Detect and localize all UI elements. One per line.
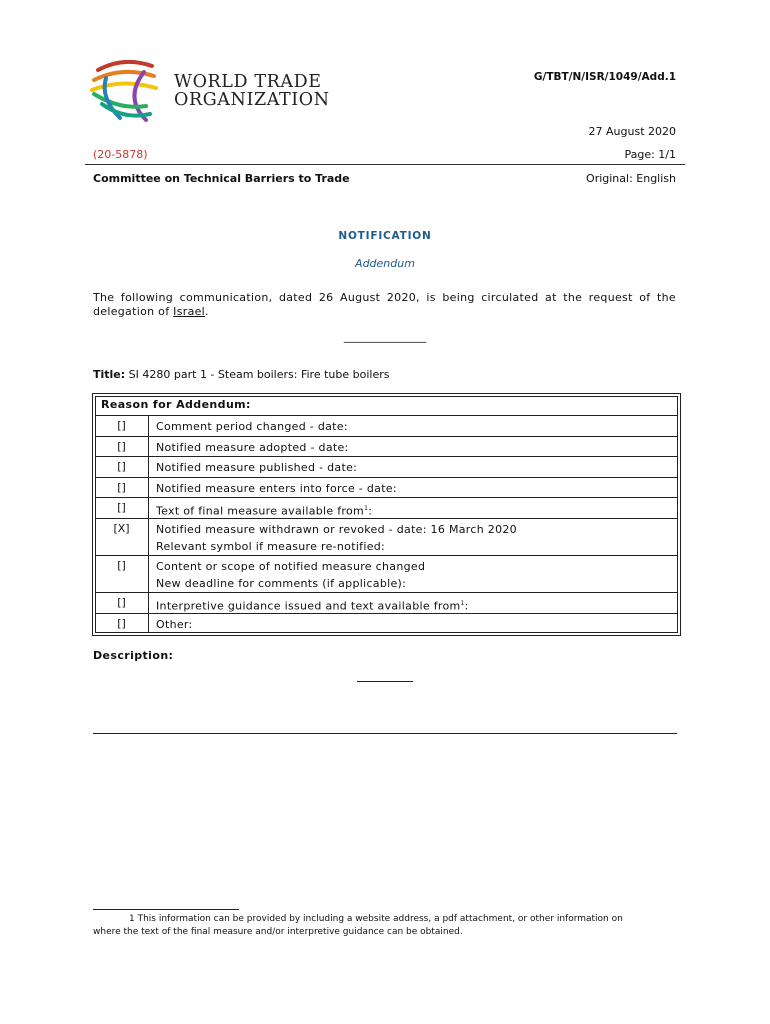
description-label: Description:: [93, 649, 174, 662]
footnote-rule: [93, 909, 239, 910]
table-column-divider: [148, 415, 149, 633]
document-end-rule: [93, 733, 677, 734]
reason-checkbox: []: [117, 481, 126, 494]
intro-text: The following communication, dated 26 August 2020, is being circulated at the request of the delegation of: [93, 291, 676, 318]
reason-checkbox: []: [117, 596, 126, 609]
table-row-line: [95, 592, 678, 593]
reason-checkbox: []: [117, 559, 126, 572]
title-label: Title:: [93, 368, 126, 381]
reason-checkbox: []: [117, 419, 126, 432]
table-row-line: [95, 436, 678, 437]
reason-item-suffix: :: [464, 599, 469, 613]
title-value: SI 4280 part 1 - Steam boilers: Fire tube boilers: [125, 368, 390, 381]
country-link[interactable]: Israel: [173, 305, 206, 318]
reason-item: Notified measure enters into force - date:: [156, 482, 397, 495]
separator: _______________: [343, 330, 427, 343]
page-number: Page: 1/1: [624, 148, 676, 161]
reason-item: [156, 595, 469, 615]
org-name-line2: ORGANIZATION: [174, 90, 330, 110]
reason-item-line2: New deadline for comments (if applicable):: [156, 577, 407, 590]
notification-heading: NOTIFICATION: [338, 230, 432, 242]
reason-item: [156, 500, 372, 520]
committee-name: Committee on Technical Barriers to Trade: [93, 172, 350, 185]
table-row-line: [95, 456, 678, 457]
addendum-subheading: Addendum: [355, 257, 415, 270]
reason-checkbox: []: [117, 617, 126, 630]
reason-item: Comment period changed - date:: [156, 420, 348, 433]
reason-item: Notified measure adopted - date:: [156, 441, 349, 454]
table-row-line: [95, 415, 678, 416]
wto-logo-icon: [84, 58, 164, 128]
reason-item-suffix: :: [368, 504, 373, 518]
footnote-ref: 1: [460, 600, 465, 607]
job-number: (20-5878): [93, 148, 148, 161]
reason-checkbox-checked: [X]: [113, 522, 130, 535]
footnote-ref: 1: [364, 505, 369, 512]
reason-checkbox: []: [117, 501, 126, 514]
reason-item-line1: Content or scope of notified measure changed: [156, 560, 426, 573]
footnote: 1 This information can be provided by including a website address, a pdf attachment, or other information on where the text of the final measure and/or interpretive guidance can be obtained.: [93, 914, 623, 937]
reason-item-text: Text of final measure available from: [156, 504, 365, 518]
org-name: [174, 73, 330, 109]
document-symbol: G/TBT/N/ISR/1049/Add.1: [533, 71, 676, 83]
reason-item-line2: Relevant symbol if measure re-notified:: [156, 540, 386, 553]
reason-item-text: Interpretive guidance issued and text available from: [156, 599, 461, 613]
measure-title: [93, 368, 389, 381]
reason-checkbox: []: [117, 460, 126, 473]
reason-item: [156, 558, 425, 592]
reason-item: Other:: [156, 618, 193, 631]
reason-item: [156, 521, 517, 555]
org-name-line1: WORLD TRADE: [174, 72, 322, 92]
header-divider: [85, 164, 685, 165]
table-row-line: [95, 555, 678, 556]
table-row-line: [95, 477, 678, 478]
original-language: Original: English: [586, 172, 676, 185]
reason-checkbox: []: [117, 440, 126, 453]
document-date: 27 August 2020: [588, 125, 676, 138]
reason-label: Reason for Addendum:: [101, 398, 251, 411]
intro-paragraph: [93, 291, 676, 319]
intro-end: .: [205, 305, 209, 318]
reason-item-line1: Notified measure withdrawn or revoked - date: 16 March 2020: [156, 523, 517, 536]
reason-item: Notified measure published - date:: [156, 461, 358, 474]
table-row-line: [95, 497, 678, 498]
end-marker-line: [357, 681, 413, 682]
